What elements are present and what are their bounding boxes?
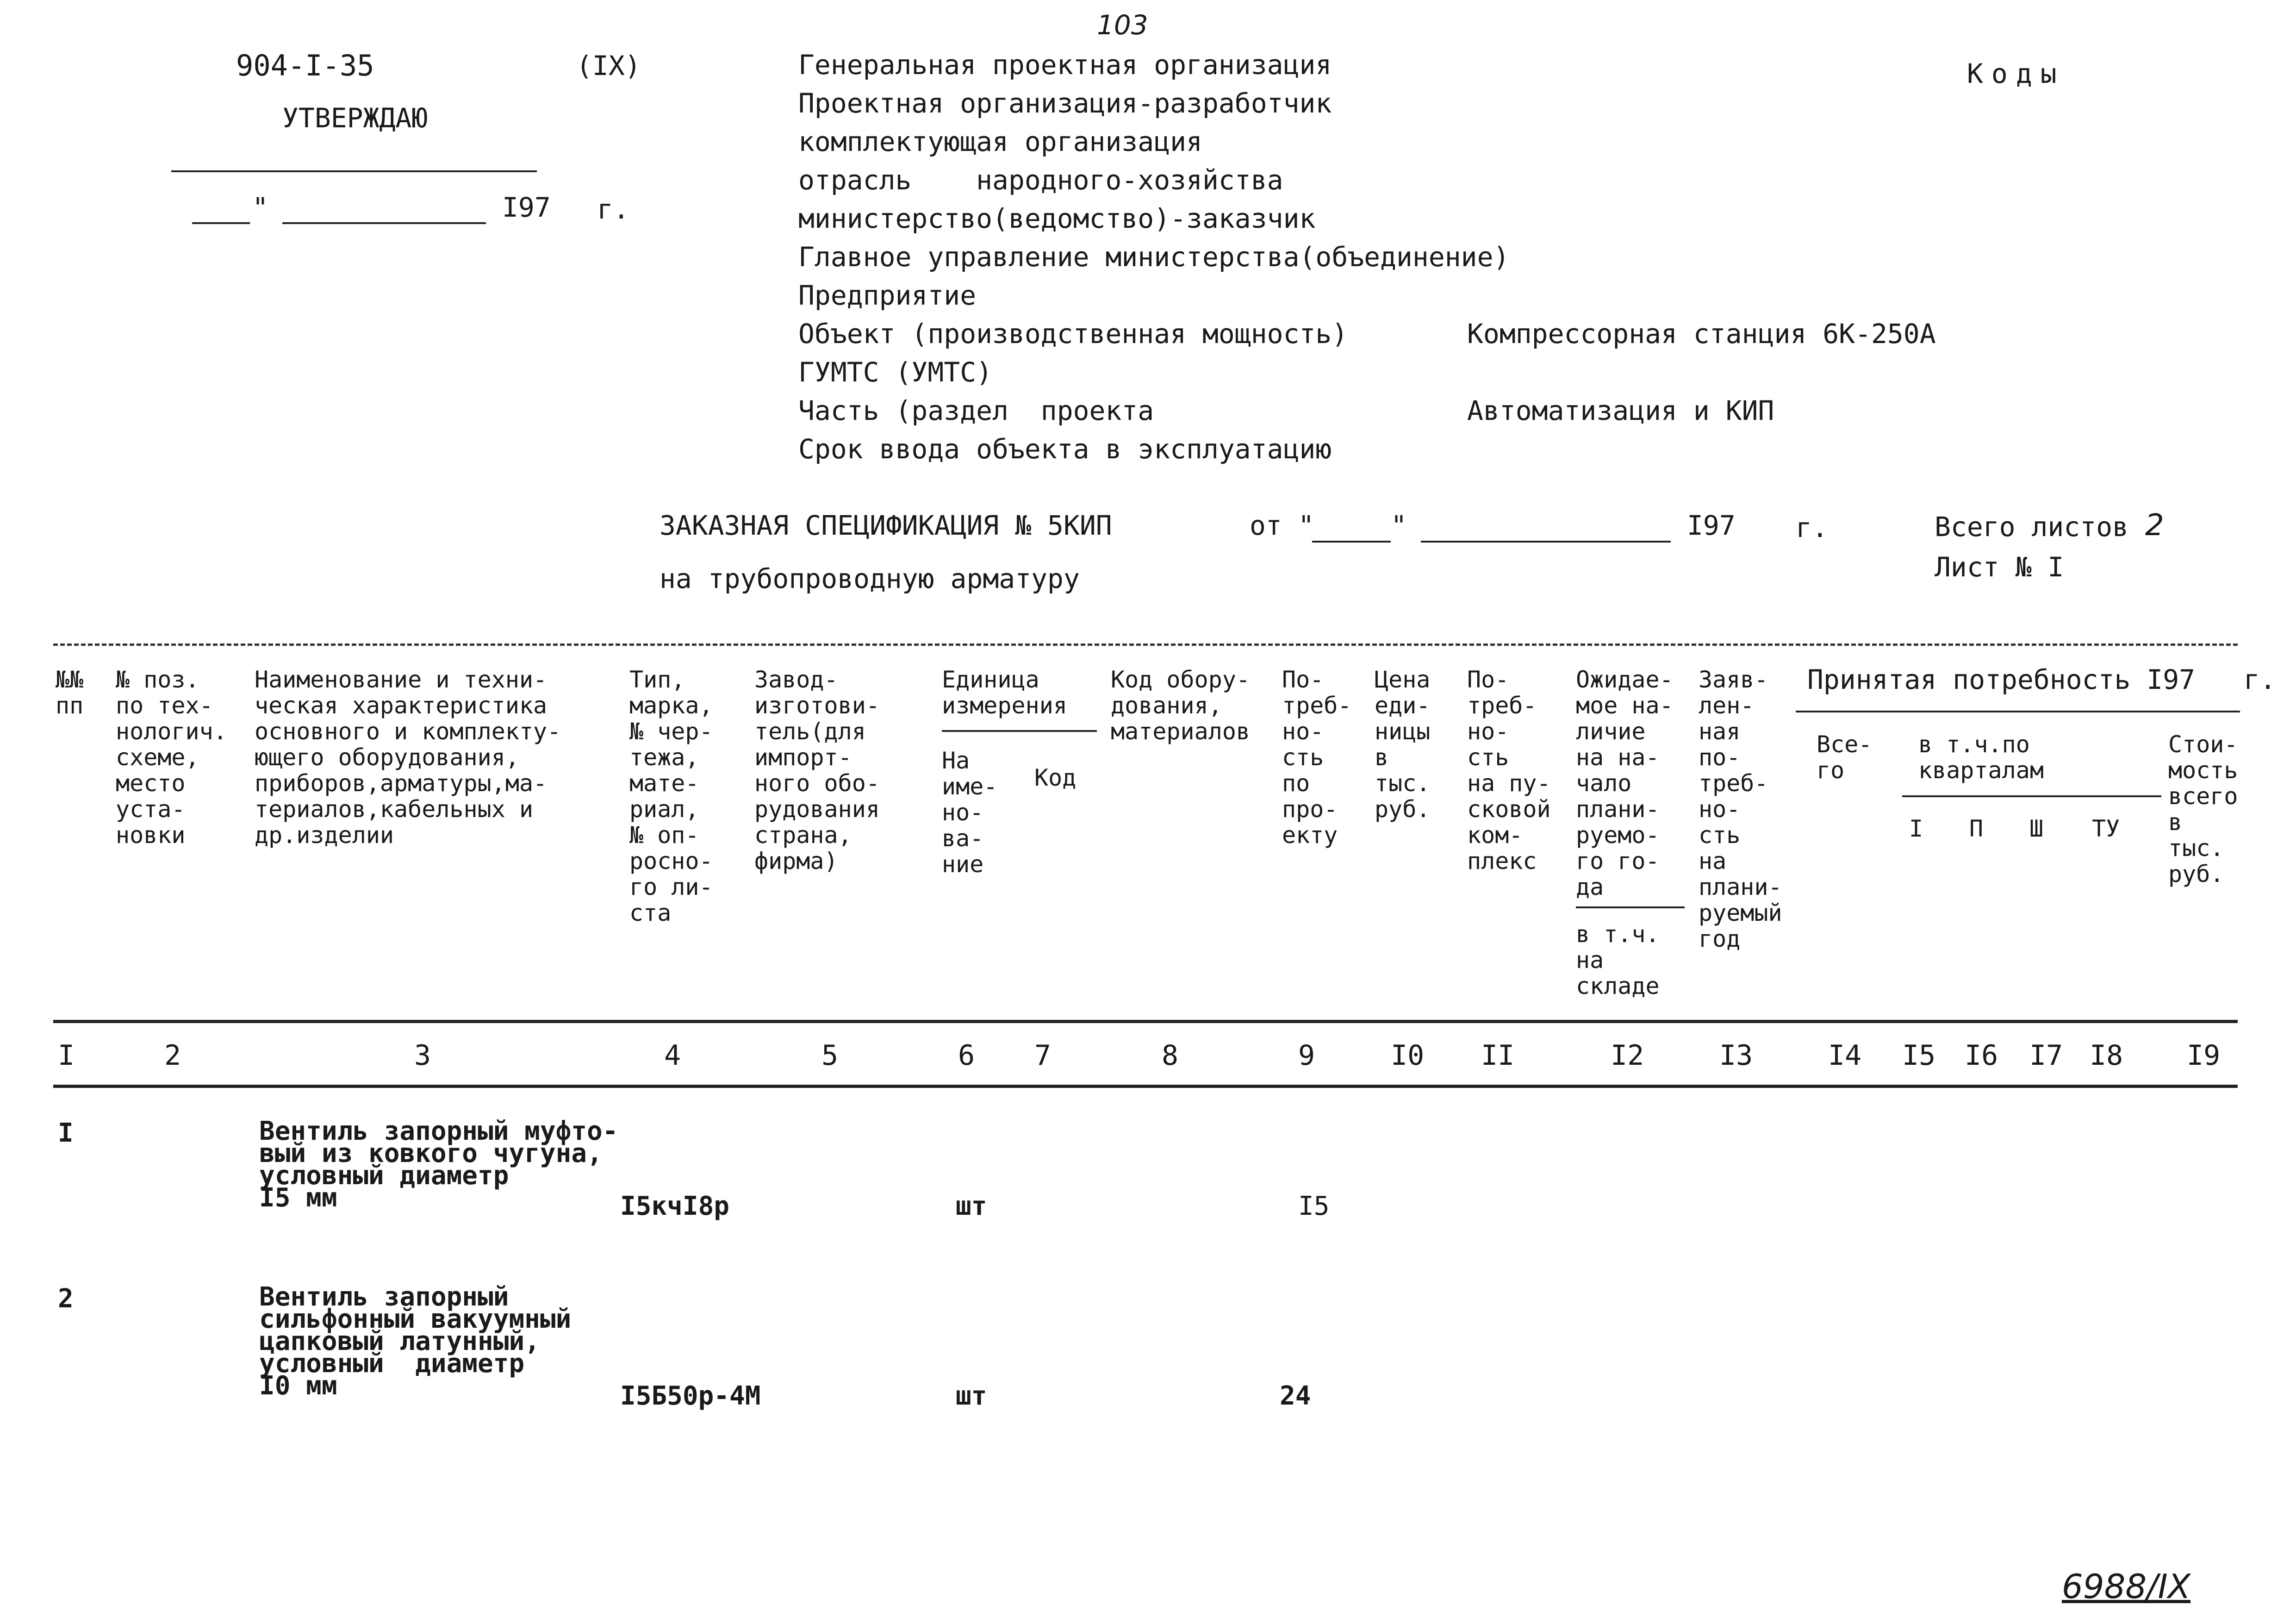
table-top-border bbox=[53, 643, 2238, 646]
part-value: Автоматизация и КИП bbox=[1467, 395, 1774, 426]
approval-month-line bbox=[282, 222, 486, 224]
row-item-name: Вентиль запорный муфто- вый из ковкого чугуна, условный диаметр I5 мм bbox=[259, 1116, 618, 1213]
spec-title: ЗАКАЗНАЯ СПЕЦИФИКАЦИЯ № 5КИП bbox=[660, 510, 1112, 541]
col-header-equipment-code: Код обору- дования, материалов bbox=[1111, 666, 1251, 745]
spec-month-line bbox=[1421, 541, 1671, 543]
column-number: I8 bbox=[2090, 1039, 2123, 1072]
org-line-enterprise: Предприятие bbox=[798, 280, 977, 311]
approval-date-quote: " bbox=[252, 192, 268, 223]
page-number: 103 bbox=[1097, 9, 1148, 41]
org-line-object: Объект (производственная мощность) bbox=[798, 318, 1348, 350]
row-item-name: Вентиль запорный сильфонный вакуумный цапковый латунный, условный диаметр I0 мм bbox=[259, 1282, 572, 1401]
column-number: 6 bbox=[958, 1039, 975, 1072]
expected-stock-divider bbox=[1576, 906, 1685, 908]
column-numbers-bottom-border bbox=[53, 1085, 2238, 1088]
col-header-accepted-group: Принятая потребность I97 г. bbox=[1807, 664, 2276, 695]
col-header-quarters-group: в т.ч.по кварталам bbox=[1918, 731, 2044, 784]
col-header-q3: Ш bbox=[2029, 815, 2044, 842]
row-number: I bbox=[58, 1118, 74, 1148]
row-item-quantity: 24 bbox=[1280, 1381, 1311, 1411]
col-header-in-warehouse: в т.ч. на складе bbox=[1576, 921, 1660, 999]
org-line-developer: Проектная организация-разработчик bbox=[798, 87, 1332, 119]
col-header-type: Тип, марка, № чер- тежа, мате- риал, № оп- росно- го ли- ста bbox=[629, 666, 713, 926]
approval-day-line bbox=[192, 222, 250, 224]
spec-day-line bbox=[1312, 541, 1391, 543]
col-header-name: Наименование и техни- ческая характеристика основного и комплекту- ющего оборудования, приборов,арматуры,ма- териалов,кабельных и др.изделии bbox=[255, 666, 561, 849]
unit-group-divider bbox=[942, 730, 1097, 732]
column-number: I6 bbox=[1965, 1039, 1998, 1072]
approve-label: УТВЕРЖДАЮ bbox=[282, 102, 428, 134]
spec-quote-close: " bbox=[1391, 510, 1407, 541]
column-number: I bbox=[58, 1039, 75, 1072]
column-number: 9 bbox=[1298, 1039, 1315, 1072]
col-header-project-need: По- треб- но- сть по про- екту bbox=[1282, 666, 1352, 849]
org-line-complete: комплектующая организация bbox=[798, 126, 1202, 157]
org-line-branch: отрасль народного-хозяйства bbox=[798, 164, 1283, 196]
column-number: I4 bbox=[1828, 1039, 1862, 1072]
spec-year: I97 bbox=[1687, 510, 1736, 541]
row-number: 2 bbox=[58, 1284, 74, 1314]
column-number: 4 bbox=[664, 1039, 681, 1072]
col-header-unit-group: Единица измерения bbox=[942, 666, 1067, 719]
approval-year-suffix: г. bbox=[597, 194, 629, 225]
approval-signature-line bbox=[171, 170, 537, 172]
header-bottom-border bbox=[53, 1020, 2238, 1023]
total-sheets-value: 2 bbox=[2145, 508, 2164, 543]
col-header-declared-need: Заяв- лен- ная по- треб- но- сть на плани- руемый год bbox=[1699, 666, 1782, 952]
col-header-q4: ТУ bbox=[2092, 815, 2120, 842]
column-number: 3 bbox=[414, 1039, 431, 1072]
sheet-number-label: Лист № I bbox=[1935, 551, 2064, 583]
row-item-unit: шт bbox=[956, 1191, 987, 1221]
org-line-general: Генеральная проектная организация bbox=[798, 49, 1332, 81]
column-number: I9 bbox=[2187, 1039, 2221, 1072]
spec-subtitle: на трубопроводную арматуру bbox=[660, 563, 1080, 594]
spec-from-label: от " bbox=[1250, 510, 1314, 541]
col-header-expected-stock: Ожидае- мое на- личие на на- чало плани- руемо- го го- да bbox=[1576, 666, 1674, 900]
col-header-unit-code: Код bbox=[1034, 764, 1076, 791]
col-header-total: Все- го bbox=[1817, 731, 1873, 784]
object-value: Компрессорная станция 6К-250А bbox=[1467, 318, 1936, 350]
row-item-type: I5Б50р-4М bbox=[620, 1381, 761, 1411]
footer-archive-code: 6988/IX bbox=[2062, 1567, 2191, 1606]
column-number: I7 bbox=[2029, 1039, 2063, 1072]
quarters-divider bbox=[1902, 795, 2161, 797]
org-line-part: Часть (раздел проекта bbox=[798, 395, 1154, 426]
col-header-manufacturer: Завод- изготови- тель(для импорт- ного обо- рудования страна, фирма) bbox=[754, 666, 880, 874]
org-line-deadline: Срок ввода объекта в эксплуатацию bbox=[798, 433, 1332, 465]
column-number: I5 bbox=[1902, 1039, 1936, 1072]
accepted-group-divider bbox=[1796, 711, 2240, 712]
col-header-q2: П bbox=[1969, 815, 1984, 842]
column-number: 8 bbox=[1162, 1039, 1179, 1072]
project-code: 904-I-35 bbox=[236, 49, 374, 82]
org-line-gumts: ГУМТС (УМТС) bbox=[798, 356, 993, 388]
roman-part: (IX) bbox=[576, 50, 641, 81]
org-line-ministry: министерство(ведомство)-заказчик bbox=[798, 203, 1316, 234]
row-item-unit: шт bbox=[956, 1381, 987, 1411]
approval-year-prefix: I97 bbox=[502, 192, 551, 223]
col-header-startup-need: По- треб- но- сть на пу- сковой ком- плекс bbox=[1467, 666, 1551, 874]
col-header-q1: I bbox=[1909, 815, 1923, 842]
col-header-cost: Стои- мость всего в тыс. руб. bbox=[2168, 731, 2238, 887]
column-number: 2 bbox=[164, 1039, 181, 1072]
total-sheets-label: Всего листов bbox=[1935, 511, 2129, 543]
col-header-unit-name: На име- но- ва- ние bbox=[942, 747, 998, 878]
col-header-number: №№ пп bbox=[56, 666, 84, 719]
column-number: I2 bbox=[1611, 1039, 1644, 1072]
column-number: I3 bbox=[1719, 1039, 1753, 1072]
org-line-main-department: Главное управление министерства(объединение) bbox=[798, 241, 1510, 273]
column-number: II bbox=[1481, 1039, 1515, 1072]
spec-year-suffix: г. bbox=[1796, 512, 1828, 543]
col-header-unit-price: Цена еди- ницы в тыс. руб. bbox=[1375, 666, 1431, 823]
row-item-quantity: I5 bbox=[1298, 1191, 1330, 1221]
col-header-position: № поз. по тех- нологич. схеме, место уста- новки bbox=[116, 666, 227, 849]
column-number: I0 bbox=[1391, 1039, 1425, 1072]
codes-label: Коды bbox=[1967, 58, 2065, 89]
row-item-type: I5кчI8р bbox=[620, 1191, 730, 1221]
column-number: 7 bbox=[1034, 1039, 1052, 1072]
column-number: 5 bbox=[821, 1039, 839, 1072]
